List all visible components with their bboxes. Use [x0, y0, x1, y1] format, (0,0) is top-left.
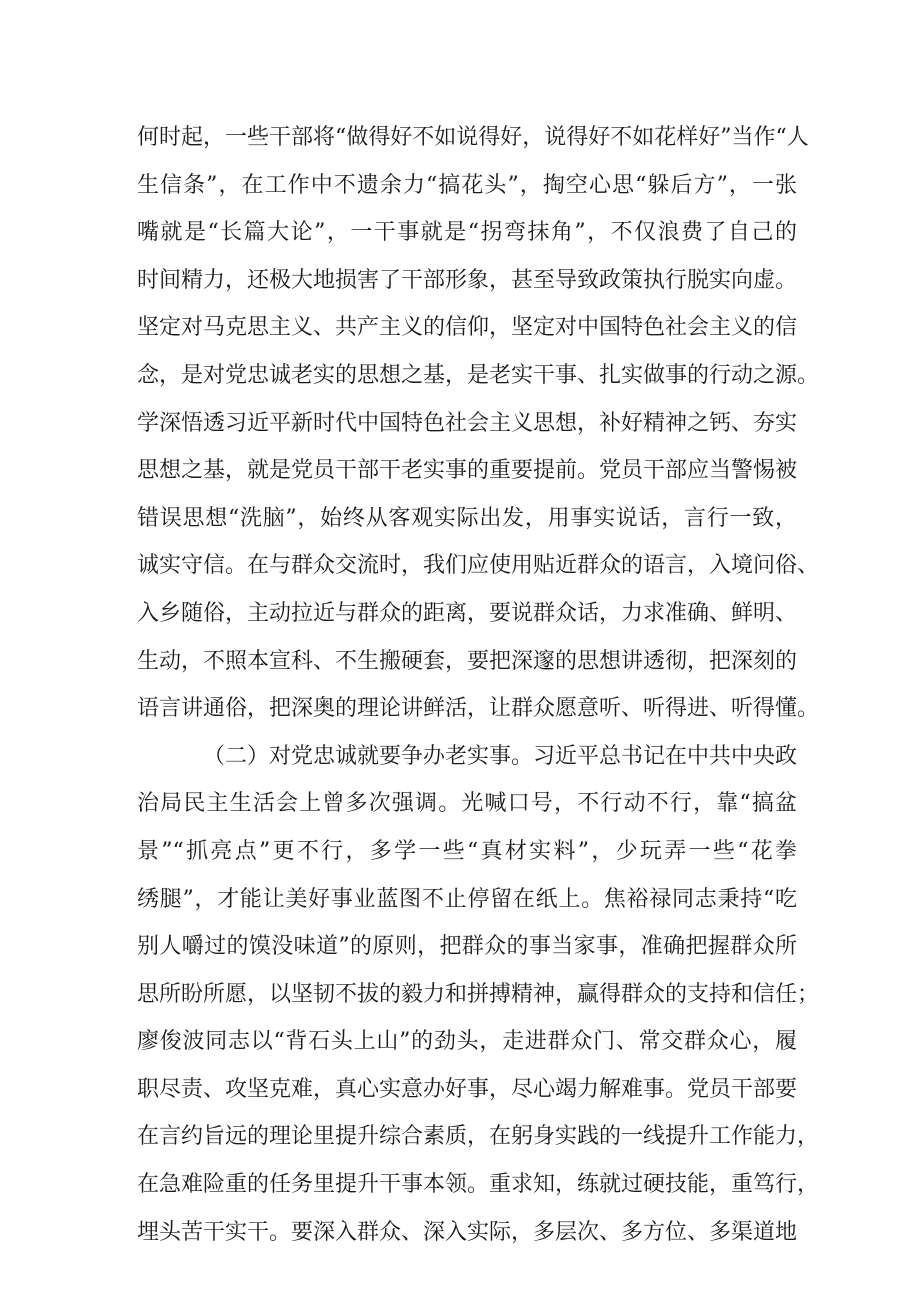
text-line: 入乡随俗，主动拉近与群众的距离，要说群众话，力求准确、鲜明、	[137, 600, 798, 626]
text-line: 嘴就是“长篇大论”，一干事就是“拐弯抹角”，不仅浪费了自己的	[137, 220, 797, 246]
text-line: 生动，不照本宣科、不生搬硬套，要把深邃的思想讲透彻，把深刻的	[137, 648, 798, 674]
text-line: 廖俊波同志以“背石头上山”的劲头，走进群众门、常交群众心，履	[137, 1029, 797, 1055]
text-line: 生信条”，在工作中不遗余力“搞花头”，掏空心思“躲后方”，一张	[137, 172, 797, 198]
text-line: 埋头苦干实干。要深入群众、深入实际，多层次、多方位、多渠道地	[137, 1219, 798, 1245]
text-line: 念，是对党忠诚老实的思想之基，是老实干事、扎实做事的行动之源。	[137, 362, 820, 388]
text-line: 在急难险重的任务里提升干事本领。重求知，练就过硬技能，重笃行，	[137, 1172, 820, 1198]
section-heading-line: （二）对党忠诚就要争办老实事。习近平总书记在中共中央政	[203, 743, 798, 769]
text-line: 诚实守信。在与群众交流时，我们应使用贴近群众的语言，入境问俗、	[137, 553, 820, 579]
text-line: 何时起，一些干部将“做得好不如说得好，说得好不如花样好”当作“人	[137, 125, 809, 150]
text-line: 语言讲通俗，把深奥的理论讲鲜活，让群众愿意听、听得进、听得懂。	[137, 696, 820, 722]
text-line: 职尽责、攻坚克难，真心实意办好事，尽心竭力解难事。党员干部要	[137, 1076, 798, 1102]
text-line: 在言约旨远的理论里提升综合素质，在躬身实践的一线提升工作能力，	[137, 1124, 820, 1150]
text-line: 错误思想“洗脑”，始终从客观实际出发，用事实说话，言行一致，	[137, 505, 797, 531]
text-line: 别人嚼过的馍没味道”的原则，把群众的事当家事，准确把握群众所	[137, 934, 797, 960]
text-line: 治局民主生活会上曾多次强调。光喊口号，不行动不行，靠“搞盆	[137, 791, 797, 817]
text-line: 绣腿”，才能让美好事业蓝图不止停留在纸上。焦裕禄同志秉持“吃	[137, 886, 797, 912]
text-line: 学深悟透习近平新时代中国特色社会主义思想，补好精神之钙、夯实	[137, 410, 798, 436]
text-line: 思想之基，就是党员干部干老实事的重要提前。党员干部应当警惕被	[137, 458, 798, 484]
text-line: 思所盼所愿，以坚韧不拔的毅力和拼搏精神，赢得群众的支持和信任；	[137, 981, 820, 1007]
body-text	[137, 114, 820, 1256]
text-line: 坚定对马克思主义、共产主义的信仰，坚定对中国特色社会主义的信	[137, 315, 798, 341]
text-line: 时间精力，还极大地损害了干部形象，甚至导致政策执行脱实向虚。	[137, 267, 798, 293]
text-line: 景”“抓亮点”更不行，多学一些“真材实料”，少玩弄一些“花拳	[137, 838, 797, 864]
